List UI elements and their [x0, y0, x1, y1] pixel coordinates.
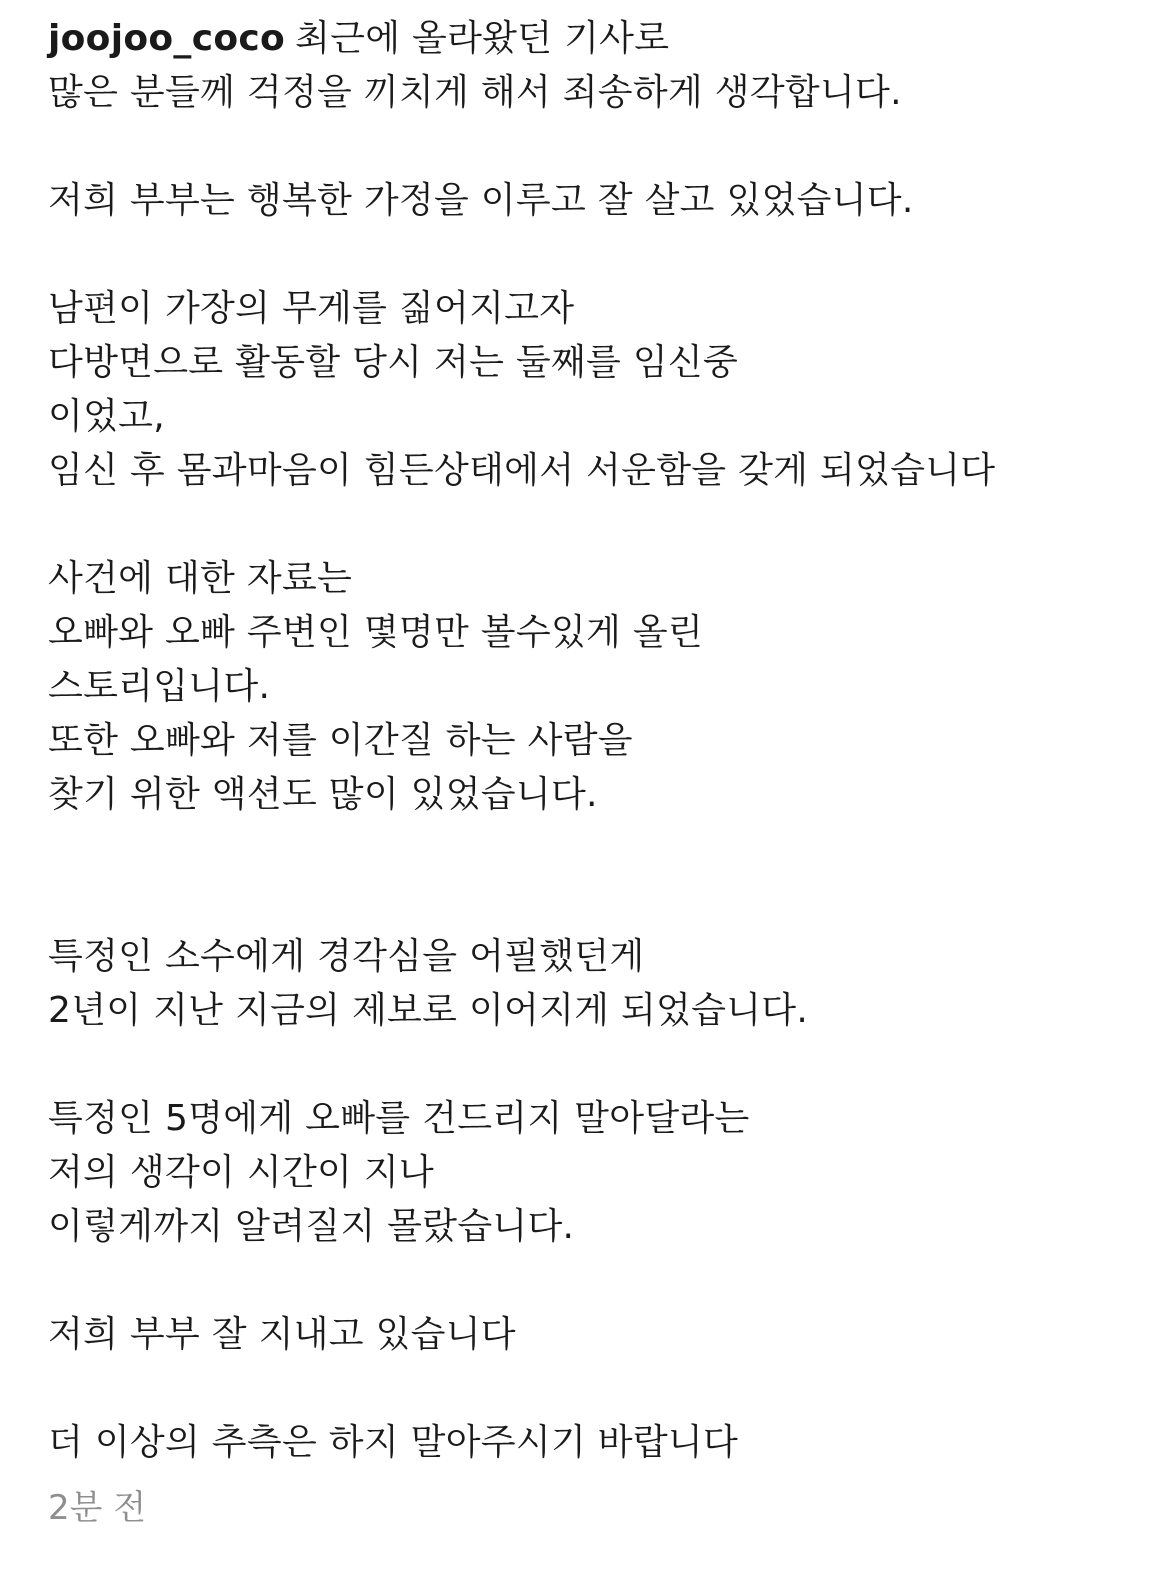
- caption-line: 이렇게까지 알려질지 몰랐습니다.: [48, 1206, 575, 1247]
- caption-line: 다방면으로 활동할 당시 저는 둘째를 임신중: [48, 342, 739, 383]
- caption-line: 특정인 5명에게 오빠를 건드리지 말아달라는: [48, 1098, 750, 1139]
- paragraph-gap: [48, 1038, 1138, 1092]
- caption-line: 많은 분들께 걱정을 끼치게 해서 죄송하게 생각합니다.: [48, 72, 902, 113]
- caption-text: 최근에 올라왔던 기사로: [295, 18, 670, 59]
- username-link[interactable]: joojoo_coco: [48, 18, 286, 59]
- caption-line: 저의 생각이 시간이 지나: [48, 1152, 434, 1193]
- paragraph-gap: [48, 1254, 1138, 1308]
- paragraph-gap: [48, 228, 1138, 282]
- caption-line: 사건에 대한 자료는: [48, 558, 353, 599]
- caption-first-line: [48, 12, 1138, 66]
- caption-line: 스토리입니다.: [48, 666, 271, 707]
- caption-line: 저희 부부는 행복한 가정을 이루고 잘 살고 있었습니다.: [48, 180, 914, 221]
- post-caption: [48, 12, 1138, 1532]
- caption-line: 또한 오빠와 저를 이간질 하는 사람을: [48, 720, 633, 761]
- caption-line: 특정인 소수에게 경각심을 어필했던게: [48, 936, 645, 977]
- post-timestamp[interactable]: 2분 전: [48, 1488, 147, 1528]
- caption-line: 찾기 위한 액션도 많이 있었습니다.: [48, 774, 598, 815]
- caption-line: 이었고,: [48, 396, 165, 437]
- paragraph-gap: [48, 1362, 1138, 1416]
- caption-line: 임신 후 몸과마음이 힘든상태에서 서운함을 갖게 되었습니다: [48, 450, 996, 491]
- paragraph-gap: [48, 498, 1138, 552]
- caption-line: 오빠와 오빠 주변인 몇명만 볼수있게 올린: [48, 612, 704, 653]
- caption-line: 남편이 가장의 무게를 짊어지고자: [48, 288, 575, 329]
- paragraph-gap: [48, 120, 1138, 174]
- caption-line: 2년이 지난 지금의 제보로 이어지게 되었습니다.: [48, 990, 809, 1031]
- paragraph-gap: [48, 822, 1138, 930]
- caption-line: 더 이상의 추측은 하지 말아주시기 바랍니다: [48, 1422, 739, 1463]
- caption-line: 저희 부부 잘 지내고 있습니다: [48, 1314, 516, 1355]
